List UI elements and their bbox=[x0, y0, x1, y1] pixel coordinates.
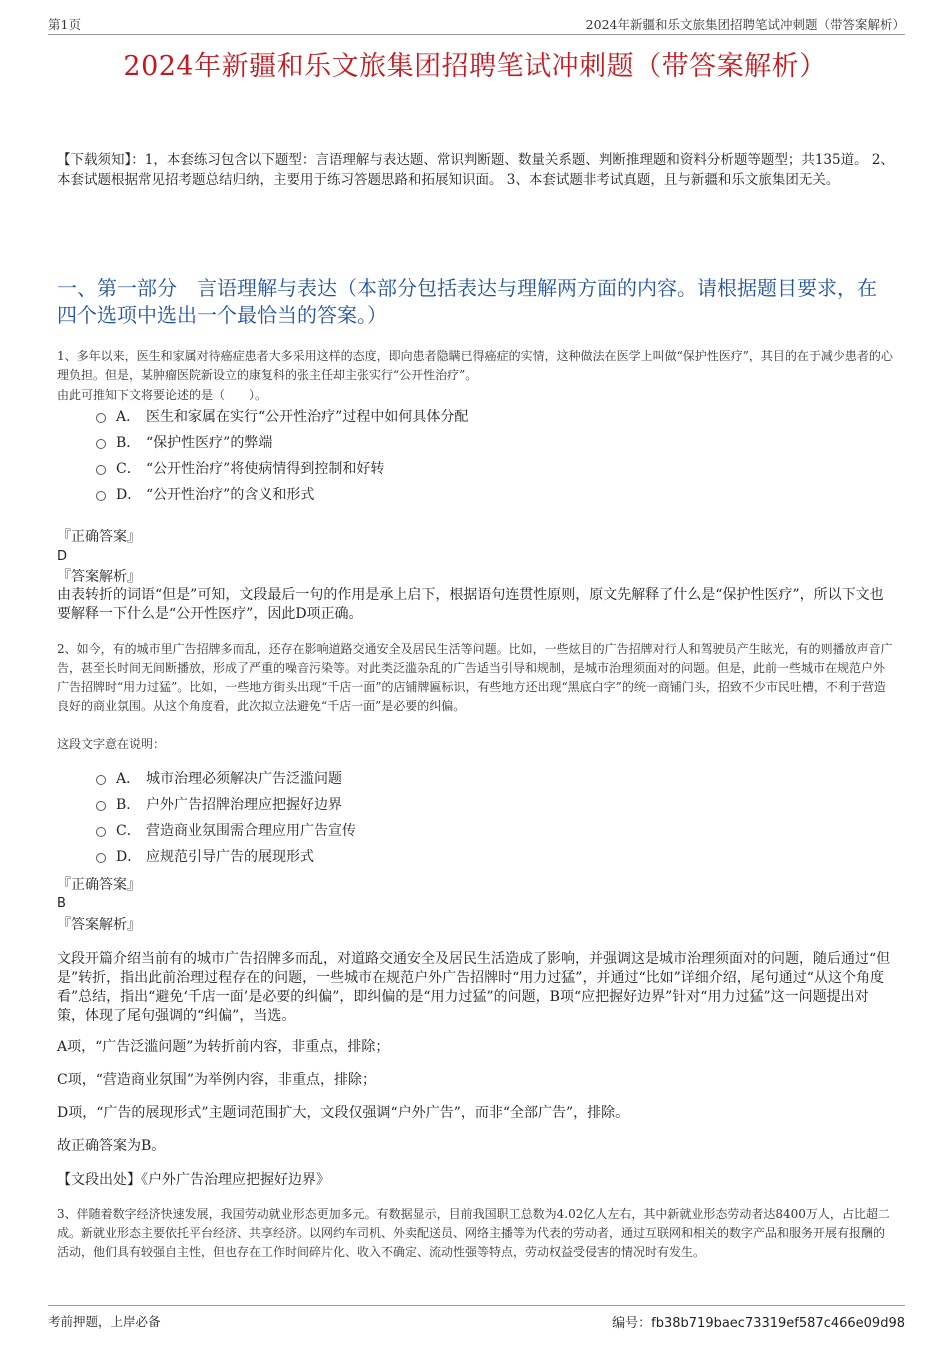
page-footer bbox=[48, 1305, 905, 1331]
analysis-d-item: D项，“广告的展现形式”主题词范围扩大，文段仅强调“户外广告”，而非“全部广告”，排除。 bbox=[57, 1105, 630, 1121]
page-header bbox=[48, 14, 905, 35]
radio-icon[interactable] bbox=[96, 491, 106, 501]
question-2-prompt: 这段文字意在说明： bbox=[57, 737, 166, 751]
section-heading: 一、第一部分 言语理解与表达（本部分包括表达与理解两方面的内容。请根据题目要求，在四个选项中选出一个最恰当的答案。） bbox=[57, 276, 877, 327]
question-3-text: 3、伴随着数字经济快速发展，我国劳动就业形态更加多元。有数据显示，目前我国职工总数为4.02亿人左右，其中新就业形态劳动者达8400万人，占比超二成。新就业形态主要依托平台经济、共享经济。以网约车司机、外卖配送员、网络主播等为代表的劳动者，通过互联网和相关的数字产品和服务开展有报酬的活动，他们具有较强自主性，但也存在工作时间碎片化、收入不确定、流动性强等特点，劳动权益受侵害的情况时有发生。 bbox=[57, 1207, 890, 1259]
option-c[interactable]: C． “公开性治疗”将使病情得到控制和好转 bbox=[96, 456, 468, 482]
radio-icon[interactable] bbox=[96, 853, 106, 863]
radio-icon[interactable] bbox=[96, 775, 106, 785]
option-b[interactable]: B． 户外广告招牌治理应把握好边界 bbox=[96, 792, 356, 818]
page-number: 第1页 bbox=[48, 17, 81, 32]
analysis-label: 『答案解析』 bbox=[57, 569, 141, 585]
analysis-text: 文段开篇介绍当前有的城市广告招牌多而乱，对道路交通安全及居民生活造成了影响，并强调这是城市治理须面对的问题，随后通过“但是”转折，指出此前治理过程存在的问题，一些城市在规范户外广告招牌时“用力过猛”，并通过“比如”详细介绍，尾句通过“从这个角度看”总结，指出“避免‘千店一面’是必要的纠偏”，即纠偏的是“用力过猛”的问题，B项“应把握好边界”针对“用力过猛”这一问题提出对策，体现了尾句强调的“纠偏”，当选。 bbox=[57, 951, 891, 1024]
answer-value: D bbox=[57, 549, 68, 564]
option-d[interactable]: D． 应规范引导广告的展现形式 bbox=[96, 844, 356, 870]
question-1-prompt: 由此可推知下文将要论述的是（ ）。 bbox=[57, 388, 268, 402]
passage-source: 【文段出处】《户外广告治理应把握好边界》 bbox=[57, 1172, 330, 1188]
question-2-text: 2、如今，有的城市里广告招牌多而乱，还存在影响道路交通安全及居民生活等问题。比如，一些炫目的广告招牌对行人和驾驶员产生眩光，有的则播放声音广告，甚至长时间无间断播放，形成了严重的噪音污染等。对此类泛滥杂乱的广告适当引导和规制，是城市治理须面对的问题。但是，此前一些城市在规范户外广告招牌时“用力过猛”。比如，一些地方街头出现“千店一面”的店铺牌匾标识，有些地方还出现“黑底白字”的统一商铺门头，招致不少市民吐槽，不利于营造良好的商业氛围。从这个角度看，此次拟立法避免“千店一面”是必要的纠偏。 bbox=[57, 642, 893, 713]
document-title: 2024年新疆和乐文旅集团招聘笔试冲刺题（带答案解析） bbox=[123, 51, 827, 82]
option-a[interactable]: A． 城市治理必须解决广告泛滥问题 bbox=[96, 766, 356, 792]
radio-icon[interactable] bbox=[96, 827, 106, 837]
analysis-c-item: C项，“营造商业氛围”为举例内容，非重点，排除； bbox=[57, 1072, 377, 1088]
header-doc-title: 2024年新疆和乐文旅集团招聘笔试冲刺题（带答案解析） bbox=[585, 17, 905, 32]
analysis-conclusion: 故正确答案为B。 bbox=[57, 1138, 166, 1154]
radio-icon[interactable] bbox=[96, 465, 106, 475]
analysis-a-item: A项，“广告泛滥问题”为转折前内容，非重点，排除； bbox=[57, 1039, 390, 1055]
option-a[interactable]: A． 医生和家属在实行“公开性治疗”过程中如何具体分配 bbox=[96, 404, 468, 430]
question-2-options bbox=[96, 766, 356, 870]
option-d[interactable]: D． “公开性治疗”的含义和形式 bbox=[96, 482, 468, 508]
analysis-text: 由表转折的词语“但是”可知，文段最后一句的作用是承上启下，根据语句连贯性原则，原文先解释了什么是“保护性医疗”，所以下文也要解释一下什么是“公开性医疗”，因此D项正确。 bbox=[57, 587, 884, 622]
footer-doc-id: 编号：fb38b719baec73319ef587c466e09d98 bbox=[612, 1316, 905, 1331]
answer-label: 『正确答案』 bbox=[57, 529, 141, 545]
radio-icon[interactable] bbox=[96, 439, 106, 449]
answer-label: 『正确答案』 bbox=[57, 877, 141, 893]
radio-icon[interactable] bbox=[96, 413, 106, 423]
analysis-label: 『答案解析』 bbox=[57, 917, 141, 933]
radio-icon[interactable] bbox=[96, 801, 106, 811]
question-1-text: 1、多年以来，医生和家属对待癌症患者大多采用这样的态度，即向患者隐瞒已得癌症的实情，这种做法在医学上叫做“保护性医疗”，其目的在于减少患者的心理负担。但是，某肿瘤医院新设立的康复科的张主任却主张实行“公开性治疗”。 bbox=[57, 349, 893, 382]
option-b[interactable]: B． “保护性医疗”的弊端 bbox=[96, 430, 468, 456]
option-c[interactable]: C． 营造商业氛围需合理应用广告宣传 bbox=[96, 818, 356, 844]
question-1-options bbox=[96, 404, 468, 508]
download-notice: 【下载须知】：1，本套练习包含以下题型：言语理解与表达题、常识判断题、数量关系题、判断推理题和资料分析题等题型；共135道。 2、本套试题根据常见招考题总结归纳，主要用于练习答题思路和拓展知识面。 3、本套试题非考试真题，且与新疆和乐文旅集团无关。 bbox=[57, 152, 894, 188]
answer-value: B bbox=[57, 896, 66, 911]
footer-slogan: 考前押题，上岸必备 bbox=[48, 1314, 161, 1329]
